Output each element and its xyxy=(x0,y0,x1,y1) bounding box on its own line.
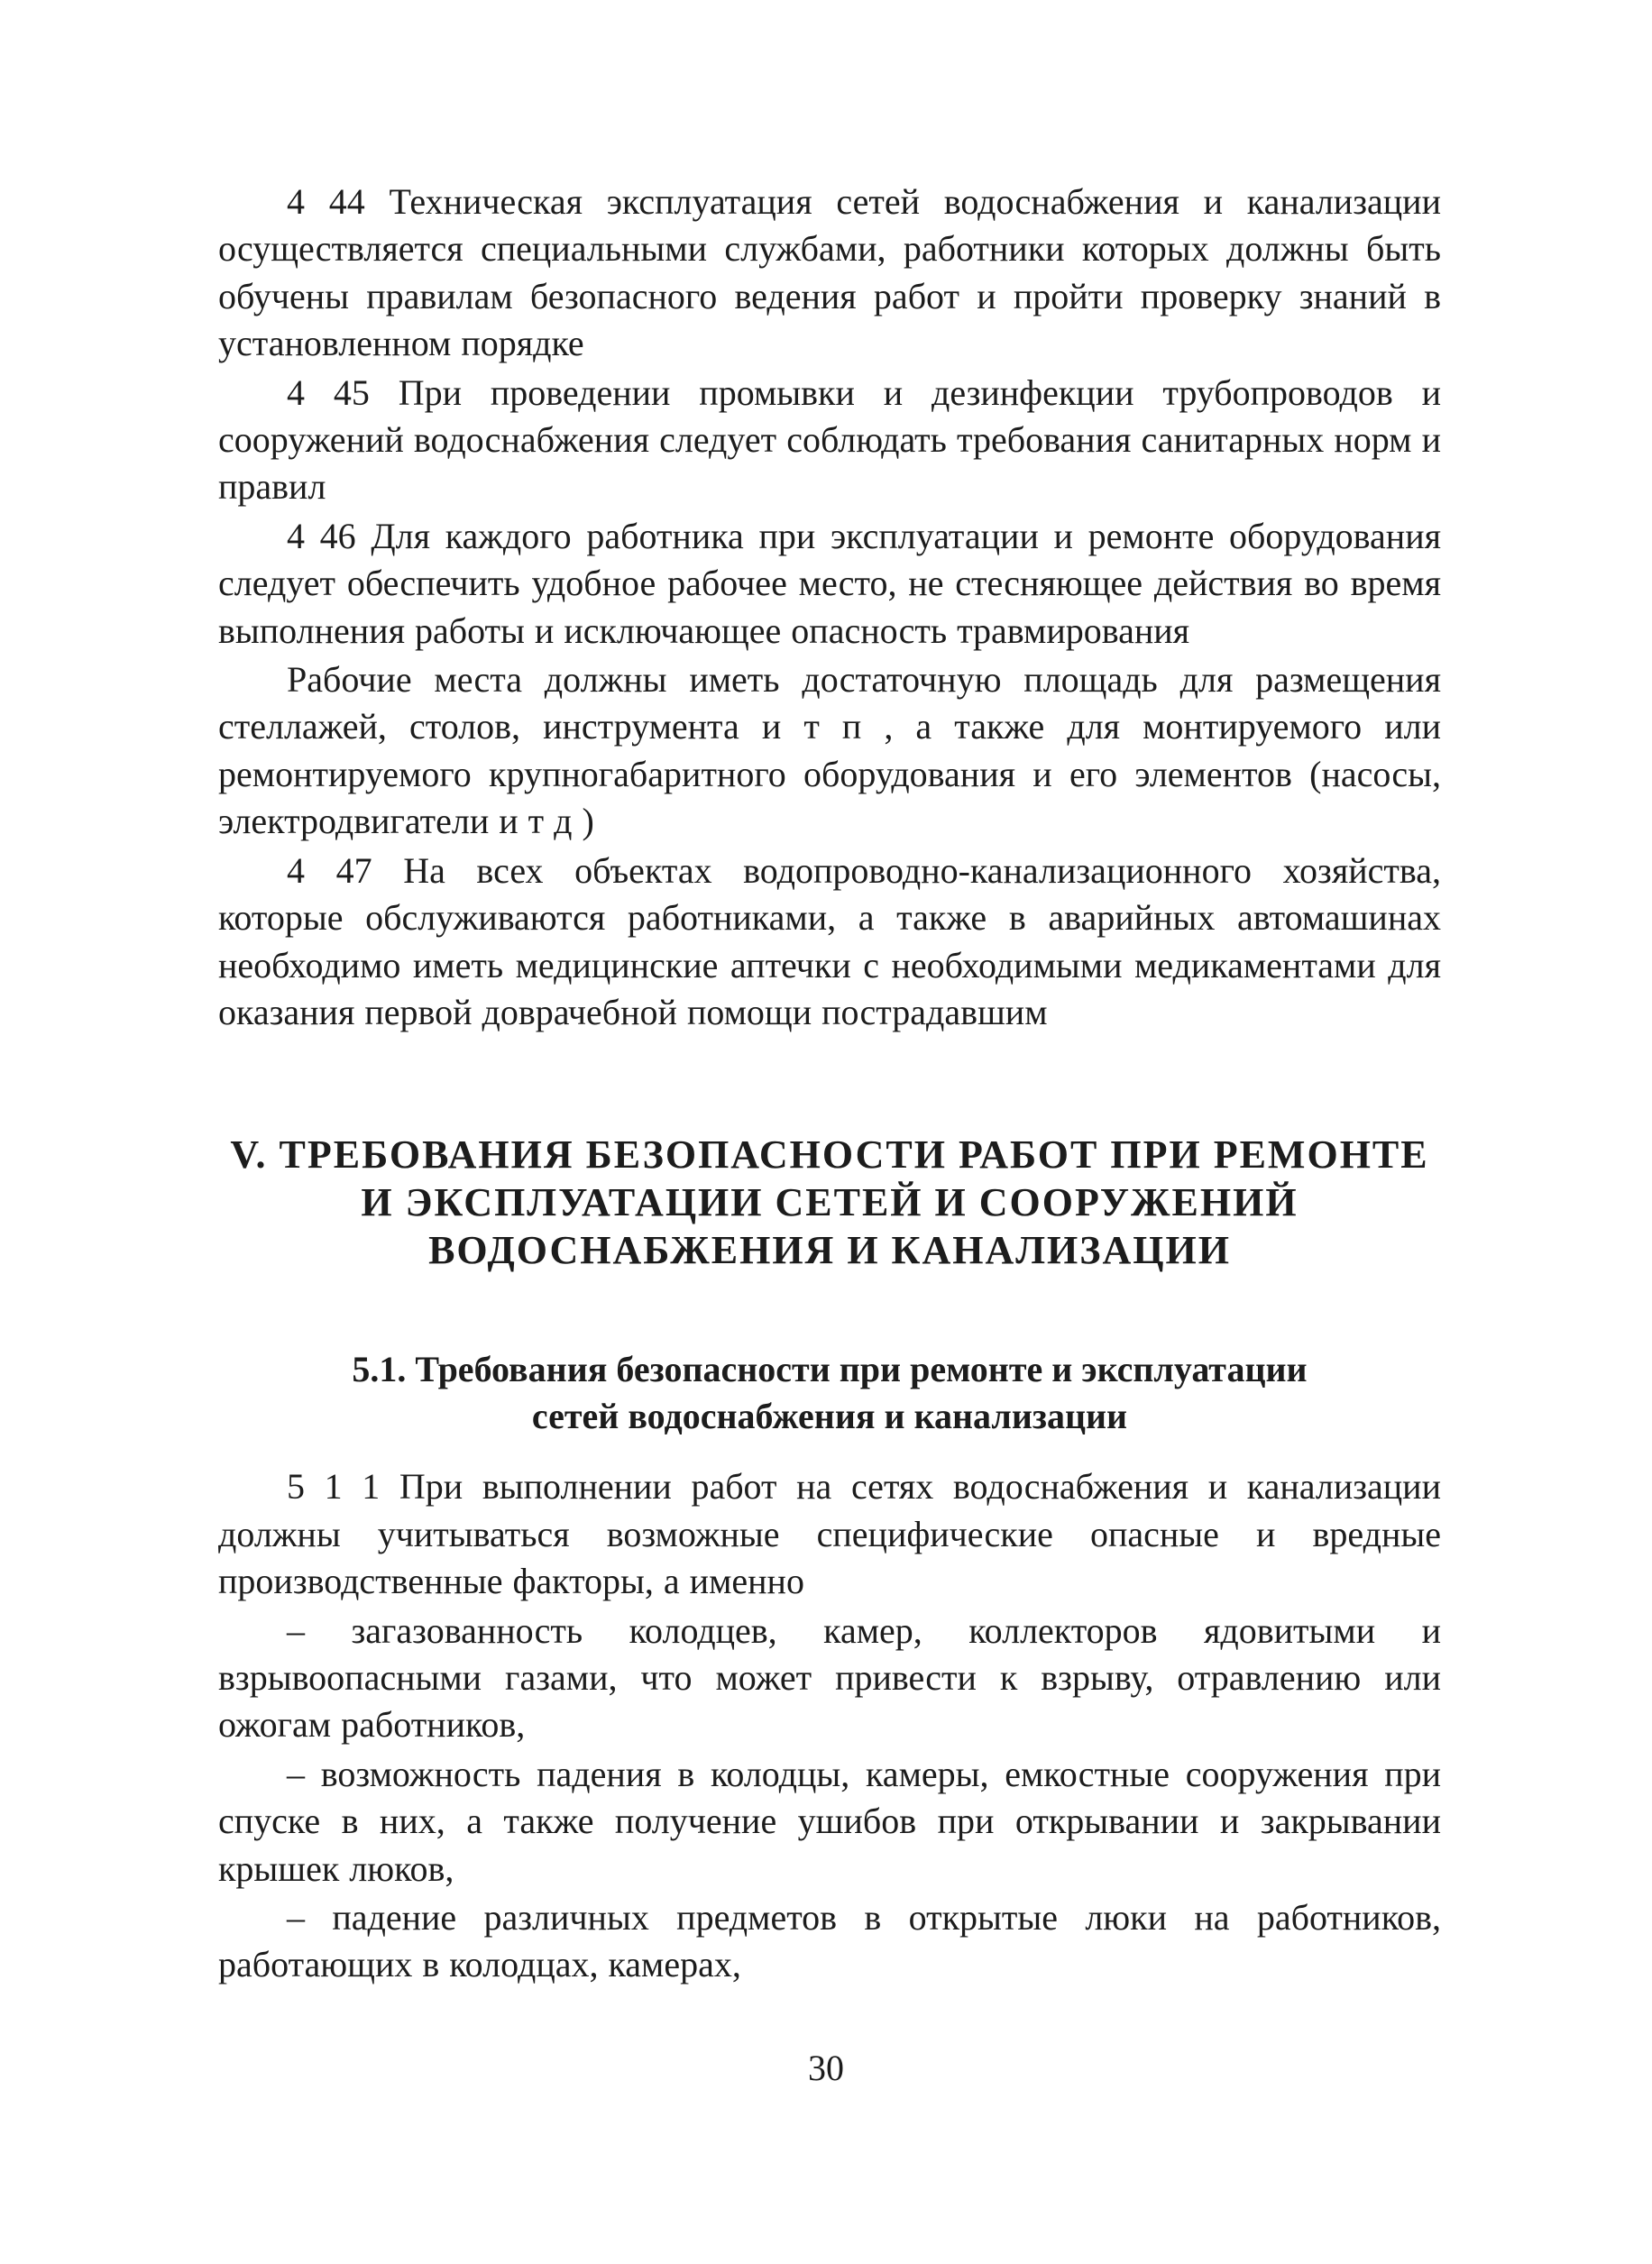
clause-4-45: 4 45 При проведении промывки и дезинфекции трубопроводов и сооружений водоснабжения следует соблюдать требования санитарных норм и правил xyxy=(218,371,1441,508)
clause-4-47: 4 47 На всех объектах водопроводно-канализационного хозяйства, которые обслуживаются работниками, а также в аварийных автомашинах необходимо иметь медицинские аптечки с необходимыми медикаментами для оказания первой доврачебной помощи пострадавшим xyxy=(218,849,1441,1032)
clauses-4-44-to-4-47 xyxy=(218,179,1441,1036)
subsection-title xyxy=(218,1346,1441,1440)
section-title xyxy=(218,1131,1441,1274)
subsection-title-line: 5.1. Требования безопасности при ремонте и эксплуатации xyxy=(352,1349,1308,1390)
hazard-list-item: – падение различных предметов в открытые люки на работников, работающих в колодцах, камерах, xyxy=(218,1896,1441,1985)
hazard-list-item: – загазованность колодцев, камер, коллекторов ядовитыми и взрывоопасными газами, что может привести к взрыву, отравлению или ожогам работников, xyxy=(218,1609,1441,1746)
clause-5-1-1 xyxy=(218,1463,1441,1988)
section-title-line: V. ТРЕБОВАНИЯ БЕЗОПАСНОСТИ РАБОТ ПРИ РЕМОНТЕ xyxy=(230,1132,1429,1178)
clause-4-44: 4 44 Техническая эксплуатация сетей водоснабжения и канализации осуществляется специальными службами, работники которых должны быть обучены правилам безопасного ведения работ и пройти проверку знаний в установленном порядке xyxy=(218,181,1441,364)
section-title-line: И ЭКСПЛУАТАЦИИ СЕТЕЙ И СООРУЖЕНИЙ xyxy=(361,1180,1299,1225)
clause-4-46: 4 46 Для каждого работника при эксплуатации и ремонте оборудования следует обеспечить удобное рабочее место, не стесняющее действия во время выполнения работы и исключающее опасность травмирования xyxy=(218,515,1441,651)
workplace-area-paragraph: Рабочие места должны иметь достаточную площадь для размещения стеллажей, столов, инструмента и т п , а также для монтируемого или ремонтируемого крупногабаритного оборудования и его элементов (насосы, электродвигатели и т д ) xyxy=(218,659,1441,842)
subsection-title-line: сетей водоснабжения и канализации xyxy=(531,1396,1128,1437)
section-title-line: ВОДОСНАБЖЕНИЯ И КАНАЛИЗАЦИИ xyxy=(428,1228,1231,1273)
page-number: 30 xyxy=(808,2048,844,2088)
clause-5-1-1-intro: 5 1 1 При выполнении работ на сетях водоснабжения и канализации должны учитываться возможные специфические опасные и вредные производственные факторы, а именно xyxy=(218,1466,1441,1602)
document-page xyxy=(218,179,1441,1989)
hazard-list-item: – возможность падения в колодцы, камеры, емкостные сооружения при спуске в них, а также получение ушибов при открывании и закрывании крышек люков, xyxy=(218,1753,1441,1889)
